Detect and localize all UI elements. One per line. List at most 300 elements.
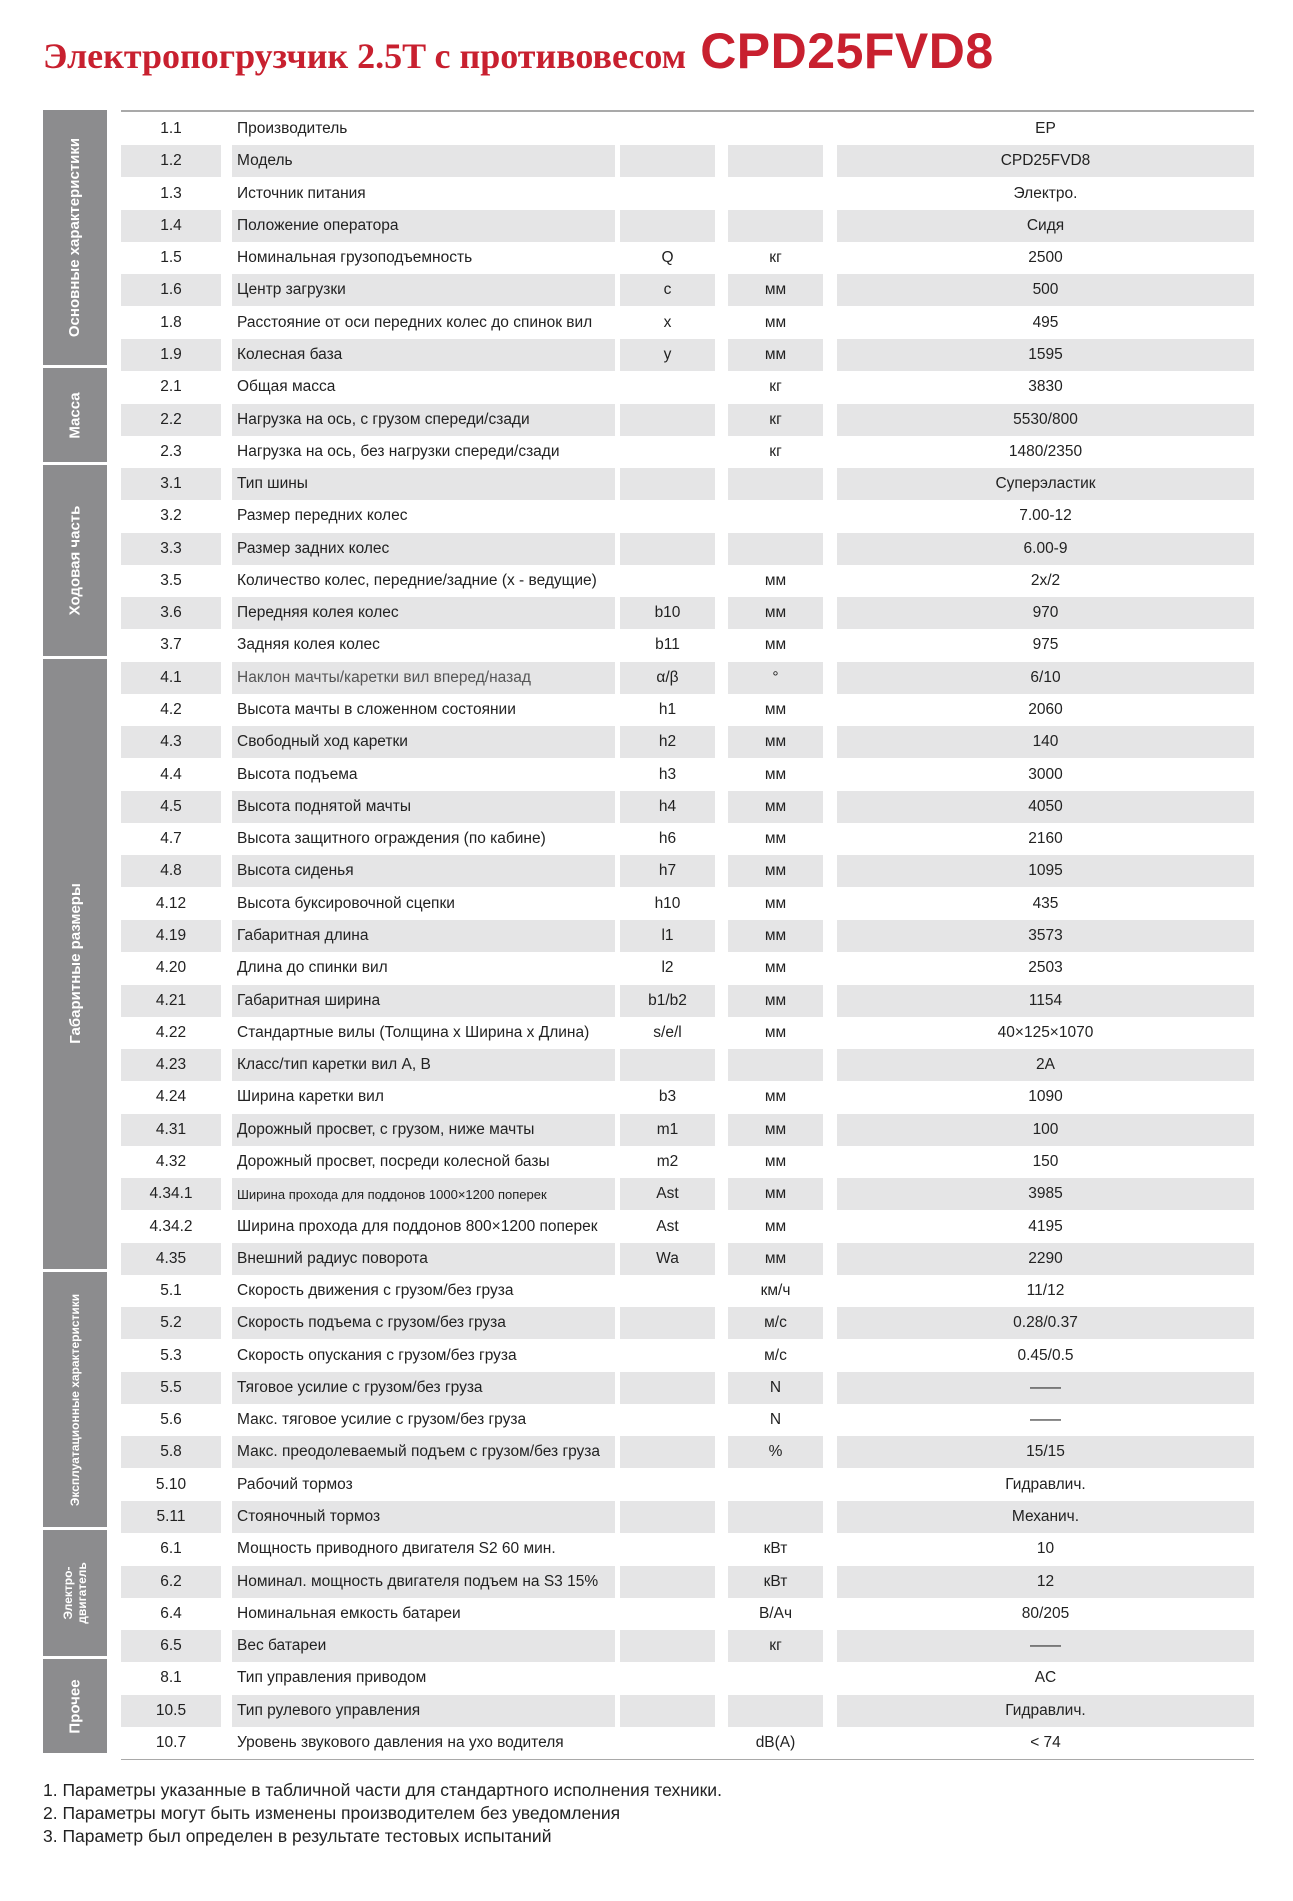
cell-num: 4.19 — [121, 920, 221, 952]
table-row — [0, 1211, 1293, 1243]
cell-num: 2.2 — [121, 404, 221, 436]
table-row — [0, 307, 1293, 339]
cell-sym — [620, 468, 715, 500]
table-row — [0, 1049, 1293, 1081]
cell-param: Количество колес, передние/задние (x - ведущие) — [237, 571, 597, 589]
cell-param: Тип управления приводом — [237, 1669, 427, 1687]
table-row — [0, 597, 1293, 629]
cell-param: Дорожный просвет, посреди колесной базы — [237, 1152, 550, 1170]
cell-sym — [620, 145, 715, 177]
cell-param: Номинальная емкость батареи — [237, 1604, 461, 1622]
footnote: 2. Параметры могут быть изменены производителем без уведомления — [43, 1803, 621, 1823]
table-row — [0, 533, 1293, 565]
cell-unit: мм — [728, 920, 823, 952]
cell-unit — [728, 1662, 823, 1694]
cell-num: 1.5 — [160, 249, 182, 267]
table-row — [0, 726, 1293, 758]
cell-num: 6.1 — [160, 1540, 182, 1558]
table-row — [0, 274, 1293, 306]
section-label-text: Прочее — [66, 1679, 84, 1734]
cell-unit — [728, 468, 823, 500]
cell-num: 3.7 — [160, 636, 182, 654]
cell-num: 4.4 — [160, 765, 182, 783]
cell-value: 100 — [837, 1114, 1254, 1146]
cell-unit — [728, 210, 823, 242]
cell-value: 3830 — [1028, 378, 1063, 396]
cell-param: Высота мачты в сложенном состоянии — [237, 701, 516, 719]
cell-sym: Wa — [620, 1243, 715, 1275]
cell-sym: h1 — [658, 701, 677, 719]
table-row — [0, 1469, 1293, 1501]
cell-sym: m1 — [620, 1114, 715, 1146]
cell-value: AC — [1034, 1669, 1057, 1687]
cell-param: Положение оператора — [232, 210, 615, 242]
section-label-text: Электро- двигатель — [61, 1562, 89, 1625]
cell-param: Скорость опускания с грузом/без груза — [237, 1346, 517, 1364]
cell-value: < 74 — [1030, 1734, 1061, 1751]
table-row — [0, 1501, 1293, 1533]
cell-num: 4.32 — [155, 1152, 187, 1170]
cell-value: 495 — [1032, 313, 1059, 331]
cell-num: 4.31 — [121, 1114, 221, 1146]
cell-sym: h7 — [620, 855, 715, 887]
cell-param: Нагрузка на ось, с грузом спереди/сзади — [232, 404, 615, 436]
table-row — [0, 242, 1293, 274]
cell-param: Номинальная грузоподъемность — [237, 249, 473, 267]
cell-unit: N — [769, 1411, 782, 1429]
cell-unit: мм — [764, 1217, 787, 1235]
cell-unit: кг — [728, 404, 823, 436]
table-row — [0, 371, 1293, 403]
cell-num: 5.8 — [121, 1436, 221, 1468]
cell-num: 3.6 — [121, 597, 221, 629]
cell-value: 6.00-9 — [837, 533, 1254, 565]
cell-param: Длина до спинки вил — [237, 959, 388, 977]
cell-sym: c — [620, 274, 715, 306]
cell-num: 4.21 — [121, 985, 221, 1017]
cell-unit — [728, 1501, 823, 1533]
cell-num: 10.5 — [121, 1695, 221, 1727]
cell-sym — [620, 1566, 715, 1598]
cell-value: 2A — [837, 1049, 1254, 1081]
cell-num: 5.1 — [160, 1282, 182, 1300]
cell-unit: мм — [728, 791, 823, 823]
cell-value: 435 — [1032, 894, 1059, 912]
cell-unit — [728, 178, 823, 210]
cell-sym — [620, 113, 715, 145]
cell-value: Суперэластик — [837, 468, 1254, 500]
cell-value: 140 — [837, 726, 1254, 758]
cell-param: Высота буксировочной сцепки — [237, 894, 455, 912]
cell-sym — [620, 178, 715, 210]
table-row — [0, 1436, 1293, 1468]
cell-num: 1.4 — [121, 210, 221, 242]
cell-unit — [728, 1469, 823, 1501]
cell-unit: ° — [728, 662, 823, 694]
cell-unit: кг — [769, 378, 782, 396]
cell-unit: кВт — [728, 1566, 823, 1598]
cell-param: Класс/тип каретки вил A, B — [232, 1049, 615, 1081]
cell-unit: % — [728, 1436, 823, 1468]
cell-unit: мм — [764, 1088, 787, 1106]
cell-sym — [620, 1436, 715, 1468]
cell-unit — [728, 1695, 823, 1727]
cell-value: 11/12 — [1026, 1282, 1065, 1300]
cell-value: 0.45/0.5 — [1017, 1346, 1074, 1364]
cell-unit: мм — [764, 765, 787, 783]
cell-num: 5.11 — [121, 1501, 221, 1533]
cell-value: 10 — [1036, 1540, 1055, 1558]
cell-unit: мм — [764, 1023, 787, 1041]
cell-param: Тип рулевого управления — [232, 1695, 615, 1727]
section-label-text: Эксплуатационные характеристики — [68, 1293, 82, 1506]
cell-value: 1595 — [837, 339, 1254, 371]
cell-sym — [620, 1404, 715, 1436]
table-row — [0, 436, 1293, 468]
cell-num: 4.34.1 — [121, 1178, 221, 1210]
cell-num: 1.1 — [160, 120, 182, 137]
cell-param: Расстояние от оси передних колес до спинок вил — [237, 313, 593, 331]
cell-unit: мм — [728, 1114, 823, 1146]
cell-unit: м/с — [728, 1307, 823, 1339]
cell-sym: b10 — [620, 597, 715, 629]
cell-value: Электро. — [1013, 184, 1078, 202]
cell-param: Наклон мачты/каретки вил вперед/назад — [232, 662, 615, 694]
cell-sym: h3 — [658, 765, 677, 783]
cell-value: 0.28/0.37 — [837, 1307, 1254, 1339]
cell-sym — [620, 1501, 715, 1533]
cell-sym — [620, 1307, 715, 1339]
cell-sym: s/e/l — [653, 1023, 682, 1041]
cell-sym: b3 — [658, 1088, 677, 1106]
cell-unit: мм — [728, 274, 823, 306]
cell-param: Высота защитного ограждения (по кабине) — [237, 830, 546, 848]
cell-sym — [620, 1340, 715, 1372]
cell-value: 2060 — [1028, 701, 1063, 719]
table-row — [0, 1662, 1293, 1694]
table-row — [0, 404, 1293, 436]
cell-num: 4.3 — [121, 726, 221, 758]
cell-num: 4.34.2 — [149, 1217, 193, 1235]
table-row — [0, 1275, 1293, 1307]
table-row — [0, 500, 1293, 532]
cell-num: 5.10 — [155, 1475, 187, 1493]
cell-sym — [620, 1598, 715, 1630]
cell-param: Вес батареи — [232, 1630, 615, 1662]
cell-value: 500 — [837, 274, 1254, 306]
cell-param: Скорость движения с грузом/без груза — [237, 1282, 514, 1300]
cell-sym — [620, 1630, 715, 1662]
cell-sym — [620, 1727, 715, 1759]
cell-value: CPD25FVD8 — [837, 145, 1254, 177]
cell-num: 4.1 — [121, 662, 221, 694]
cell-num: 4.20 — [155, 959, 187, 977]
cell-sym: h2 — [620, 726, 715, 758]
cell-value: 6/10 — [837, 662, 1254, 694]
table-row — [0, 1404, 1293, 1436]
cell-unit: мм — [764, 571, 787, 589]
cell-value: 2160 — [1028, 830, 1063, 848]
cell-num: 5.6 — [160, 1411, 182, 1429]
cell-sym — [620, 1275, 715, 1307]
table-row — [0, 629, 1293, 661]
cell-unit: м/с — [764, 1346, 787, 1364]
table-row — [0, 1114, 1293, 1146]
cell-num: 3.2 — [160, 507, 182, 525]
cell-sym: h10 — [654, 894, 681, 912]
cell-sym: h4 — [620, 791, 715, 823]
section-label-text: Масса — [66, 392, 84, 439]
cell-param: Ширина прохода для поддонов 800×1200 поперек — [237, 1217, 598, 1235]
table-row — [0, 178, 1293, 210]
cell-param: Модель — [232, 145, 615, 177]
table-row — [0, 1178, 1293, 1210]
cell-sym: x — [663, 313, 672, 331]
cell-num: 4.7 — [160, 830, 182, 848]
cell-param: Уровень звукового давления на ухо водителя — [237, 1734, 564, 1751]
cell-param: Номинал. мощность двигателя подъем на S3 15% — [232, 1566, 615, 1598]
table-row — [0, 791, 1293, 823]
table-row — [0, 1630, 1293, 1662]
table-row — [0, 339, 1293, 371]
cell-param: Передняя колея колес — [232, 597, 615, 629]
cell-num: 1.8 — [160, 313, 182, 331]
cell-num: 4.22 — [155, 1023, 187, 1041]
table-row — [0, 985, 1293, 1017]
cell-value: EP — [1035, 120, 1056, 137]
cell-unit: мм — [728, 1178, 823, 1210]
table-top-rule — [121, 110, 1254, 112]
table-row — [0, 920, 1293, 952]
cell-sym: b11 — [655, 636, 680, 654]
cell-unit: мм — [728, 597, 823, 629]
cell-num: 2.3 — [160, 442, 182, 460]
cell-sym: Ast — [620, 1178, 715, 1210]
table-row — [0, 1695, 1293, 1727]
cell-param: Колесная база — [232, 339, 615, 371]
cell-sym: m2 — [656, 1152, 679, 1170]
cell-num: 3.5 — [160, 571, 182, 589]
cell-num: 1.3 — [160, 184, 182, 202]
cell-unit: N — [728, 1372, 823, 1404]
cell-unit: мм — [764, 894, 787, 912]
cell-num: 10.7 — [155, 1734, 187, 1751]
cell-param: Тип шины — [232, 468, 615, 500]
footnotes — [43, 1779, 1253, 1848]
cell-param: Высота сиденья — [232, 855, 615, 887]
cell-unit: мм — [764, 636, 787, 654]
cell-unit: мм — [764, 701, 787, 719]
table-row — [0, 662, 1293, 694]
cell-value: Сидя — [837, 210, 1254, 242]
cell-num: 4.2 — [160, 701, 182, 719]
cell-unit — [728, 145, 823, 177]
table-row — [0, 888, 1293, 920]
cell-num: 3.3 — [121, 533, 221, 565]
cell-sym — [620, 1049, 715, 1081]
table-row — [0, 694, 1293, 726]
cell-param: Высота подъема — [237, 765, 358, 783]
cell-param: Нагрузка на ось, без нагрузки спереди/сзади — [237, 442, 560, 460]
cell-unit: мм — [728, 726, 823, 758]
cell-num: 5.5 — [121, 1372, 221, 1404]
cell-value: 4195 — [1028, 1217, 1063, 1235]
table-row — [0, 1146, 1293, 1178]
cell-value: 1154 — [837, 985, 1254, 1017]
cell-value: 3985 — [837, 1178, 1254, 1210]
table-row — [0, 113, 1293, 145]
table-row — [0, 1307, 1293, 1339]
cell-sym — [620, 1372, 715, 1404]
cell-sym: y — [620, 339, 715, 371]
cell-param: Источник питания — [237, 184, 366, 202]
cell-sym — [620, 565, 715, 597]
cell-sym: α/β — [620, 662, 715, 694]
cell-unit: кг — [769, 442, 782, 460]
cell-unit: В/Ач — [758, 1604, 793, 1622]
cell-num: 6.2 — [121, 1566, 221, 1598]
section-label-text: Ходовая часть — [66, 505, 84, 616]
cell-value: Гидравлич. — [837, 1695, 1254, 1727]
cell-sym — [620, 1469, 715, 1501]
table-row — [0, 1017, 1293, 1049]
cell-sym: Q — [661, 249, 674, 267]
cell-unit: кг — [728, 1630, 823, 1662]
cell-value: —— — [1030, 1411, 1061, 1429]
cell-unit: мм — [764, 830, 787, 848]
cell-param: Размер задних колес — [232, 533, 615, 565]
section-label-text: Основные характеристики — [66, 137, 84, 338]
cell-param: Размер передних колес — [237, 507, 408, 525]
cell-value: 12 — [837, 1566, 1254, 1598]
cell-unit: мм — [764, 1152, 787, 1170]
table-row — [0, 759, 1293, 791]
cell-value: 3573 — [837, 920, 1254, 952]
cell-sym — [620, 1695, 715, 1727]
cell-value: 975 — [1032, 636, 1059, 654]
cell-param: Стояночный тормоз — [232, 1501, 615, 1533]
cell-num: 4.12 — [155, 894, 187, 912]
cell-param: Дорожный просвет, с грузом, ниже мачты — [232, 1114, 615, 1146]
cell-value: 5530/800 — [837, 404, 1254, 436]
cell-param: Габаритная ширина — [232, 985, 615, 1017]
cell-param: Макс. тяговое усилие с грузом/без груза — [237, 1411, 527, 1429]
table-row — [0, 1566, 1293, 1598]
table-row — [0, 1533, 1293, 1565]
cell-unit: км/ч — [760, 1282, 791, 1300]
cell-unit: мм — [728, 985, 823, 1017]
table-row — [0, 1727, 1293, 1759]
table-row — [0, 145, 1293, 177]
cell-unit: мм — [764, 959, 787, 977]
cell-value: —— — [837, 1372, 1254, 1404]
cell-value: —— — [837, 1630, 1254, 1662]
cell-unit: кг — [769, 249, 782, 267]
table-row — [0, 1243, 1293, 1275]
table-row — [0, 952, 1293, 984]
title-prefix: Электропогрузчик 2.5T с противовесом — [43, 36, 687, 76]
cell-sym: l1 — [620, 920, 715, 952]
cell-num: 4.24 — [155, 1088, 187, 1106]
table-row — [0, 1372, 1293, 1404]
cell-param: Высота поднятой мачты — [232, 791, 615, 823]
cell-value: 80/205 — [1021, 1604, 1070, 1622]
cell-num: 2.1 — [160, 378, 182, 396]
cell-num: 5.2 — [121, 1307, 221, 1339]
cell-param: Общая масса — [237, 378, 336, 396]
cell-num: 1.9 — [121, 339, 221, 371]
footnote: 1. Параметры указанные в табличной части для стандартного исполнения техники. — [43, 1780, 722, 1800]
cell-sym — [620, 500, 715, 532]
cell-unit: мм — [764, 313, 787, 331]
cell-num: 4.8 — [121, 855, 221, 887]
cell-param: Ширина каретки вил — [237, 1088, 384, 1106]
cell-sym — [620, 1662, 715, 1694]
cell-param: Рабочий тормоз — [237, 1475, 353, 1493]
cell-num: 1.2 — [121, 145, 221, 177]
cell-sym — [620, 404, 715, 436]
cell-unit: dB(A) — [755, 1734, 796, 1751]
cell-value: 7.00-12 — [1019, 507, 1072, 525]
table-row — [0, 468, 1293, 500]
cell-num: 6.4 — [160, 1604, 182, 1622]
cell-unit — [728, 1049, 823, 1081]
cell-value: Гидравлич. — [1005, 1475, 1086, 1493]
page-title — [43, 22, 994, 92]
cell-unit: мм — [728, 1243, 823, 1275]
cell-param: Производитель — [237, 120, 348, 137]
cell-value: 15/15 — [837, 1436, 1254, 1468]
table-row — [0, 1340, 1293, 1372]
cell-unit — [728, 533, 823, 565]
cell-value: 2290 — [837, 1243, 1254, 1275]
footnote: 3. Параметр был определен в результате тестовых испытаний — [43, 1826, 552, 1846]
cell-unit: мм — [728, 855, 823, 887]
cell-num: 4.5 — [121, 791, 221, 823]
cell-unit: кВт — [763, 1540, 788, 1558]
cell-param: Задняя колея колес — [237, 636, 380, 654]
cell-num: 4.23 — [121, 1049, 221, 1081]
cell-unit — [728, 113, 823, 145]
cell-value: 1090 — [1028, 1088, 1063, 1106]
table-row — [0, 823, 1293, 855]
cell-param: Ширина прохода для поддонов 1000×1200 поперек — [232, 1178, 615, 1210]
cell-num: 6.5 — [121, 1630, 221, 1662]
cell-sym — [620, 436, 715, 468]
cell-value: 970 — [837, 597, 1254, 629]
cell-param: Центр загрузки — [232, 274, 615, 306]
cell-num: 5.3 — [160, 1346, 182, 1364]
table-row — [0, 855, 1293, 887]
cell-unit: мм — [728, 339, 823, 371]
cell-num: 4.35 — [121, 1243, 221, 1275]
cell-value: 1095 — [837, 855, 1254, 887]
cell-param: Мощность приводного двигателя S2 60 мин. — [237, 1540, 556, 1558]
table-row — [0, 210, 1293, 242]
section-label-text: Габаритные размеры — [66, 883, 84, 1045]
cell-sym: l2 — [661, 959, 674, 977]
cell-value: 1480/2350 — [1008, 442, 1083, 460]
cell-value: 4050 — [837, 791, 1254, 823]
cell-param: Свободный ход каретки — [232, 726, 615, 758]
title-model: CPD25FVD8 — [700, 23, 994, 79]
cell-sym: Ast — [656, 1217, 679, 1235]
cell-value: 40×125×1070 — [997, 1023, 1094, 1041]
cell-sym: h6 — [658, 830, 677, 848]
table-row — [0, 565, 1293, 597]
cell-param: Тяговое усилие с грузом/без груза — [232, 1372, 615, 1404]
cell-sym: b1/b2 — [620, 985, 715, 1017]
